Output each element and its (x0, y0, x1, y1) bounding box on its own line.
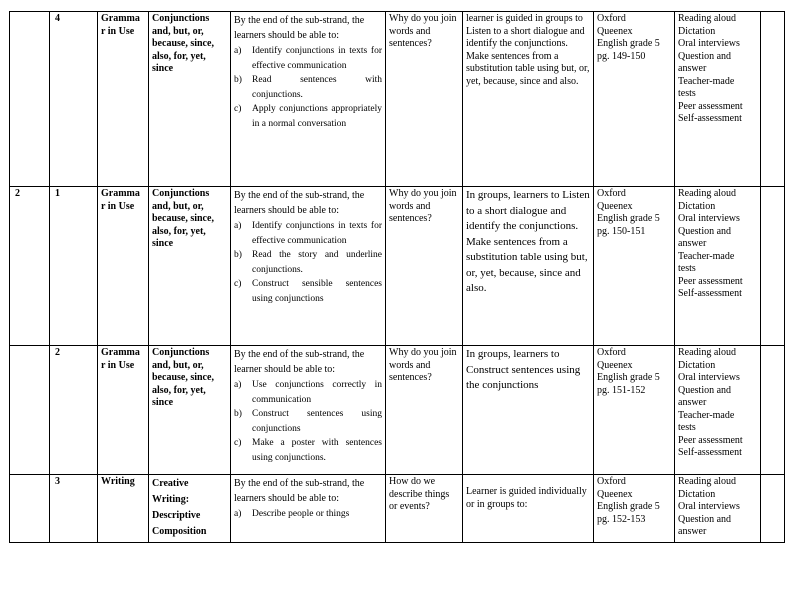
resource-line: Queenex (597, 488, 633, 500)
resource-line: English grade 5 (597, 213, 660, 224)
resource-line: English grade 5 (597, 38, 660, 49)
resource-line: English grade 5 (597, 501, 660, 512)
learning-experiences-cell: learner is guided in groups to Listen to a short dialogue and identify the conjunctions. Make sentences from a substitution table using but, or, yet, because, since and also. (463, 12, 594, 187)
item-text: Use conjunctions correctly in communication (252, 380, 382, 405)
week-cell: 2 (10, 187, 50, 346)
item-text: Read sentences with conjunctions. (252, 75, 382, 100)
assessment-line: Oral interviews (678, 213, 740, 224)
resources-cell (594, 187, 675, 346)
table-row (10, 346, 785, 475)
assessment-line: Reading aloud (678, 476, 737, 487)
strand-cell: Gramma r in Use (98, 346, 149, 475)
learning-outcomes-cell (231, 187, 386, 346)
sub-strand-cell: Conjunctions and, but, or, because, since, also, for, yet, since (149, 187, 231, 346)
sub-strand-cell: Conjunctions and, but, or, because, since, also, for, yet, since (149, 12, 231, 187)
list-item (234, 219, 382, 248)
table-row (10, 475, 785, 543)
item-marker: c) (234, 279, 242, 289)
assessment-cell (675, 12, 761, 187)
list-item (234, 248, 382, 277)
assessment-cell (675, 475, 761, 543)
resource-line: English grade 5 (597, 372, 660, 383)
remarks-cell (761, 12, 785, 187)
resources-cell (594, 12, 675, 187)
assessment-line: Question and (678, 50, 732, 62)
item-marker: c) (234, 438, 242, 448)
assessment-line: answer (678, 397, 707, 408)
assessment-line: Oral interviews (678, 38, 740, 49)
strand-cell: Gramma r in Use (98, 187, 149, 346)
remarks-cell (761, 475, 785, 543)
item-marker: b) (234, 75, 242, 85)
learning-outcomes-cell (231, 475, 386, 543)
assessment-line: Peer assessment (678, 434, 743, 446)
outcomes-lead: By the end of the sub-strand, the learners should be able to: (234, 478, 365, 504)
assessment-cell (675, 187, 761, 346)
assessment-line: Reading aloud (678, 347, 737, 358)
resources-cell (594, 475, 675, 543)
resource-line: pg. 150-151 (597, 225, 646, 237)
assessment-line: Teacher-made (678, 409, 735, 421)
lesson-cell: 4 (50, 12, 98, 187)
assessment-line: answer (678, 63, 707, 74)
list-item (234, 407, 382, 436)
resource-line: Queenex (597, 359, 633, 371)
list-item (234, 277, 382, 306)
scheme-of-work-table (9, 11, 785, 543)
assessment-line: Dictation (678, 200, 716, 212)
key-inquiry-cell: Why do you join words and sentences? (386, 346, 463, 475)
list-item (234, 102, 382, 131)
key-inquiry-cell: How do we describe things or events? (386, 475, 463, 543)
assessment-line: Question and (678, 513, 732, 525)
outcomes-list (234, 44, 382, 131)
learning-outcomes-cell (231, 12, 386, 187)
resource-line: pg. 151-152 (597, 384, 646, 396)
assessment-line: answer (678, 238, 707, 249)
resource-line: Oxford (597, 347, 626, 358)
resource-line: Queenex (597, 25, 633, 37)
lesson-cell: 3 (50, 475, 98, 543)
week-cell (10, 12, 50, 187)
remarks-cell (761, 187, 785, 346)
experiences-text: Learner is guided individually or in groups to: (466, 486, 587, 510)
assessment-line: Question and (678, 384, 732, 396)
outcomes-lead: By the end of the sub-strand, the learners should be able to: (234, 15, 365, 41)
item-marker: c) (234, 104, 242, 114)
item-marker: a) (234, 509, 242, 519)
resources-cell (594, 346, 675, 475)
resource-line: Oxford (597, 13, 626, 24)
assessment-line: Dictation (678, 488, 716, 500)
strand-cell: Writing (98, 475, 149, 543)
resource-line: Oxford (597, 476, 626, 487)
item-marker: a) (234, 380, 242, 390)
sub-strand-cell: Conjunctions and, but, or, because, since, also, for, yet, since (149, 346, 231, 475)
item-marker: a) (234, 46, 242, 56)
assessment-line: Reading aloud (678, 188, 737, 199)
item-marker: b) (234, 409, 242, 419)
assessment-line: Teacher-made (678, 75, 735, 87)
item-text: Apply conjunctions appropriately in a normal conversation (252, 104, 382, 129)
assessment-line: answer (678, 526, 707, 537)
assessment-line: Oral interviews (678, 372, 740, 383)
list-item (234, 507, 382, 522)
remarks-cell (761, 346, 785, 475)
list-item (234, 378, 382, 407)
assessment-line: Oral interviews (678, 501, 740, 512)
assessment-line: Question and (678, 225, 732, 237)
lesson-cell: 1 (50, 187, 98, 346)
sub-strand-cell: Creative Writing: Descriptive Composition (149, 475, 231, 543)
assessment-line: Dictation (678, 25, 716, 37)
assessment-line: tests (678, 263, 696, 274)
week-cell (10, 475, 50, 543)
strand-cell: Gramma r in Use (98, 12, 149, 187)
assessment-line: Dictation (678, 359, 716, 371)
assessment-cell (675, 346, 761, 475)
assessment-line: Self-assessment (678, 288, 742, 299)
lesson-cell: 2 (50, 346, 98, 475)
assessment-line: Peer assessment (678, 100, 743, 112)
item-marker: a) (234, 221, 242, 231)
item-marker: b) (234, 250, 242, 260)
item-text: Construct sentences using conjunctions (252, 409, 382, 434)
item-text: Identify conjunctions in texts for effective communication (252, 46, 382, 71)
item-text: Describe people or things (252, 509, 350, 519)
week-cell (10, 346, 50, 475)
item-text: Read the story and underline conjunctions. (252, 250, 382, 275)
resource-line: pg. 152-153 (597, 513, 646, 525)
assessment-line: Peer assessment (678, 275, 743, 287)
outcomes-list (234, 219, 382, 306)
assessment-line: Teacher-made (678, 250, 735, 262)
assessment-line: Self-assessment (678, 113, 742, 124)
outcomes-list (234, 507, 382, 522)
resource-line: Oxford (597, 188, 626, 199)
assessment-line: Reading aloud (678, 13, 737, 24)
key-inquiry-cell: Why do you join words and sentences? (386, 187, 463, 346)
item-text: Construct sensible sentences using conjunctions (252, 279, 382, 304)
assessment-line: tests (678, 422, 696, 433)
resource-line: Queenex (597, 200, 633, 212)
learning-experiences-cell: In groups, learners to Listen to a short dialogue and identify the conjunctions. Make sentences from a substitution table using but, or, yet, because, since and also. (463, 187, 594, 346)
outcomes-lead: By the end of the sub-strand, the learner should be able to: (234, 349, 365, 375)
list-item (234, 44, 382, 73)
outcomes-list (234, 378, 382, 465)
list-item (234, 73, 382, 102)
learning-experiences-cell: In groups, learners to Construct sentences using the conjunctions (463, 346, 594, 475)
list-item (234, 436, 382, 465)
item-text: Make a poster with sentences using conjunctions. (252, 438, 382, 463)
table-row (10, 187, 785, 346)
key-inquiry-cell: Why do you join words and sentences? (386, 12, 463, 187)
learning-experiences-cell (463, 475, 594, 543)
assessment-line: Self-assessment (678, 447, 742, 458)
assessment-line: tests (678, 88, 696, 99)
learning-outcomes-cell (231, 346, 386, 475)
item-text: Identify conjunctions in texts for effective communication (252, 221, 382, 246)
outcomes-lead: By the end of the sub-strand, the learners should be able to: (234, 190, 365, 216)
table-row (10, 12, 785, 187)
resource-line: pg. 149-150 (597, 50, 646, 62)
